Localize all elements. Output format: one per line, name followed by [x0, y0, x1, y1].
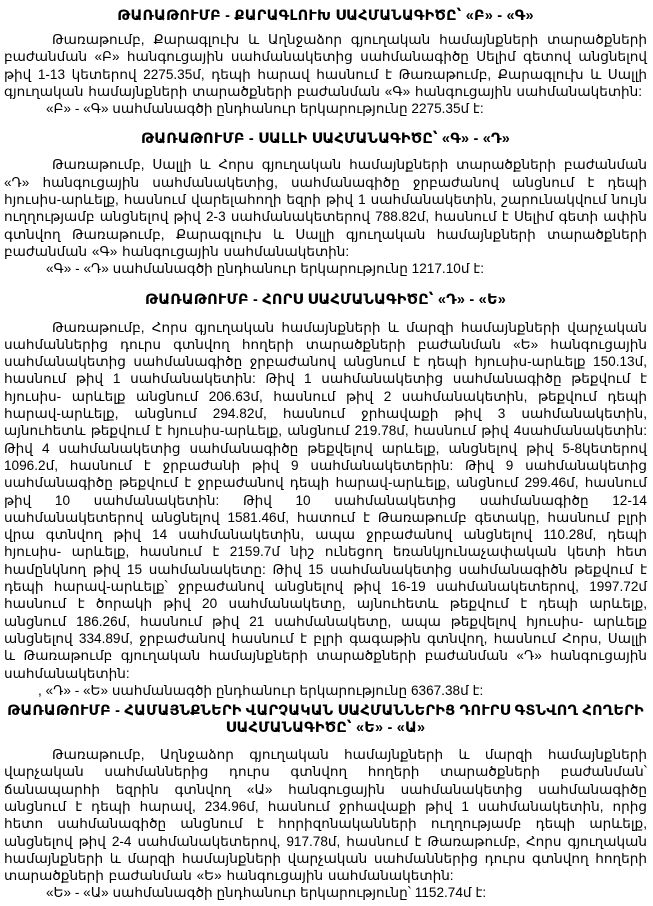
- section-total-length: «Ե» - «Ա» սահմանագծի ընդհանուր երկարությունը՝ 1152.74մ է:: [46, 885, 487, 901]
- section-total-length: «Բ» - «Գ» սահմանագծի ընդհանուր երկարությունը 2275.35մ է:: [46, 101, 484, 117]
- section-title: ԹԱՌԱԹՈՒՄԲ - ՔԱՐԱԳԼՈՒԽ ՍԱՀՄԱՆԱԳԻԾԸ՝ «Բ» - «Գ»: [117, 8, 534, 24]
- section-e-a: [4, 699, 647, 902]
- section-body: Թառաթումբ, Սալլի և Հորս գյուղական համայնքների տարածքների բաժանման «Դ» հանգուցային սահմանակետից, սահմանագիծը ջրբաժանով անցնում է դեպի հյուսիս-արևելք, հասնում վարելահողի եզրի թիվ 1 սահմանակետին, շարունակվում նույն ուղղությամբ անցնելով թիվ 2-3 սահմանակետերով 788.82մ, հասնում է Սելիմ գետի ափին գտնվող Թառաթումբ, Քարագլուխ և Սալլի գյուղական համայնքների տարածքների բաժանման «Գ» հանգուցային սահմանակետին:: [4, 157, 647, 259]
- section-title: ԹԱՌԱԹՈՒՄԲ - ՍԱԼԼԻ ՍԱՀՄԱՆԱԳԻԾԸ՝ «Գ» - «Դ»: [140, 131, 511, 148]
- section-body: Թառաթումբ, Հորս գյուղական համայնքների և մարզի համայնքների վարչական սահմաններից դուրս գտնվող հողերի տարածքների բաժանման «Ե» հանգուցային սահմանակետից սահմանագիծը ջրբաժանով անցնում է դեպի հյուսիս-արևելք 150.13մ, հասնում թիվ 1 սահմանակետին: Թիվ 1 սահմանակետից սահմանագիծը թեքվում է հյուսիս- արևելք անցնում 206.63մ, հասնում թիվ 2 սահմանակետին, թեքվում դեպի հարավ-արևելք, անցնում 294.82մ, հասնում ջրհավաքի թիվ 3 սահմանակետին, այնուհետև թեքվում է հյուսիս-արևելք, անցնում 219.78մ, հասնում թիվ 4սահմանակետին: Թիվ 4 սահմանակետից սահմանագիծը թեքվելով արևելք, անցնելով թիվ 5-8կետերով 1096.2մ, հասնում է ջրբաժանի թիվ 9 սահմանակետերին: Թիվ 9 սահմանակետից սահմանագիծը թեքվում է ջրբաժանով դեպի հարավ-արևելք, անցնում 299.46մ, հասնում թիվ 10 սահմանակետին: Թիվ 10 սահմանակետից սահմանագիծը 12-14 սահմանակետերով անցնելով 1581.46մ, հատում է Թառաթումբ գետակը, հասնում բլրի վրա գտնվող թիվ 14 սահմանակետին, ապա ջրբաժանով անցնելով 110.28մ, դեպի հյուսիս- արևելք, հասնում է 2159.7մ նիշ ունեցող եռանկյունաչափական կետի հետ համընկնող թիվ 15 սահմանակետը: Թիվ 15 սահմանակետից սահմանագիծն թեքվում է դեպի հարավ-արևելք՝ ջրբաժանով անցնելով թիվ 16-19 սահմանակետերով, 1997.72մ հասնում է ծորակի թիվ 20 սահմանակետը, այնուհետև թեքվում է դեպի արևելք, անցնում 186.26մ, հասնում թիվ 21 սահմանակետը, ապա թեքվելով հյուսիս- արևելք անցնելով 334.89մ, ջրբաժանով հասնում է բլրի գագաթին գտնվող, հասնում Հորս, Սալլի և Թառաթումբ գյուղական համայնքների տարածքների բաժանման «Դ» հանգուցային սահմանակետին:: [4, 319, 647, 681]
- section-title: ԹԱՌԱԹՈՒՄԲ - ՀՈՐՍ ՍԱՀՄԱՆԱԳԻԾԸ՝ «Դ» - «Ե»: [145, 291, 506, 308]
- section-title: ԹԱՌԱԹՈՒՄԲ - ՀԱՄԱՅՆՔՆԵՐԻ ՎԱՐՉԱԿԱՆ ՍԱՀՄԱՆՆԵՐԻՑ ԴՈՒՐՍ ԳՏՆՎՈՂ ՀՈՂԵՐԻ ՍԱՀՄԱՆԱԳԻԾԸ՝ «Ե» - «Ա»: [7, 703, 644, 737]
- section-body: Թառաթումբ, Աղնջաձոր գյուղական համայնքների և մարզի համայնքների վարչական սահմաններից դուրս գտնվող հողերի տարածքների բաժանման՝ ճանապարհի եզրին գտնվող «Ա» հանգուցային սահմանակետից սահմանագիծը անցնում է դեպի հարավ, 234.96մ, հասնում ջրհավաքի թիվ 1 սահմանակետին, որից հետո սահմանագիծը անցնում է հորիզոնականների ուղղությամբ դեպի արևելք, անցնելով թիվ 2-4 սահմանակետերով, 917.78մ, հասնում է Թառաթումբ, Հորս գյուղական համայնքների և մարզի համայնքների վարչական սահմաններից դուրս գտնվող հողերի տարածքների բաժանման «Ե» հանգուցային սահմանակետին:: [4, 747, 647, 884]
- section-b-g: [4, 0, 647, 117]
- section-total-length: «Գ» - «Դ» սահմանագծի ընդհանուր երկարությունը 1217.10մ է:: [46, 261, 484, 277]
- section-g-d: [4, 117, 647, 277]
- section-total-length: , «Դ» - «Ե» սահմանագծի ընդհանուր երկարությունը 6367.38մ է:: [38, 682, 484, 698]
- section-body: Թառաթումբ, Քարագլուխ և Աղնջաձոր գյուղական համայնքների տարածքների բաժանման «Բ» հանգուցային սահմանակետից սահմանագիծը Սելիմ գետով անցնելով թիվ 1-13 կետերով 2275.35մ, դեպի հարավ հասնում է Թառաթումբ, Քարագլուխ և Սալլի գյուղական համայնքների տարածքների բաժանման «Գ» հանգուցային սահմանակետին:: [4, 32, 647, 99]
- section-d-e: [4, 278, 647, 700]
